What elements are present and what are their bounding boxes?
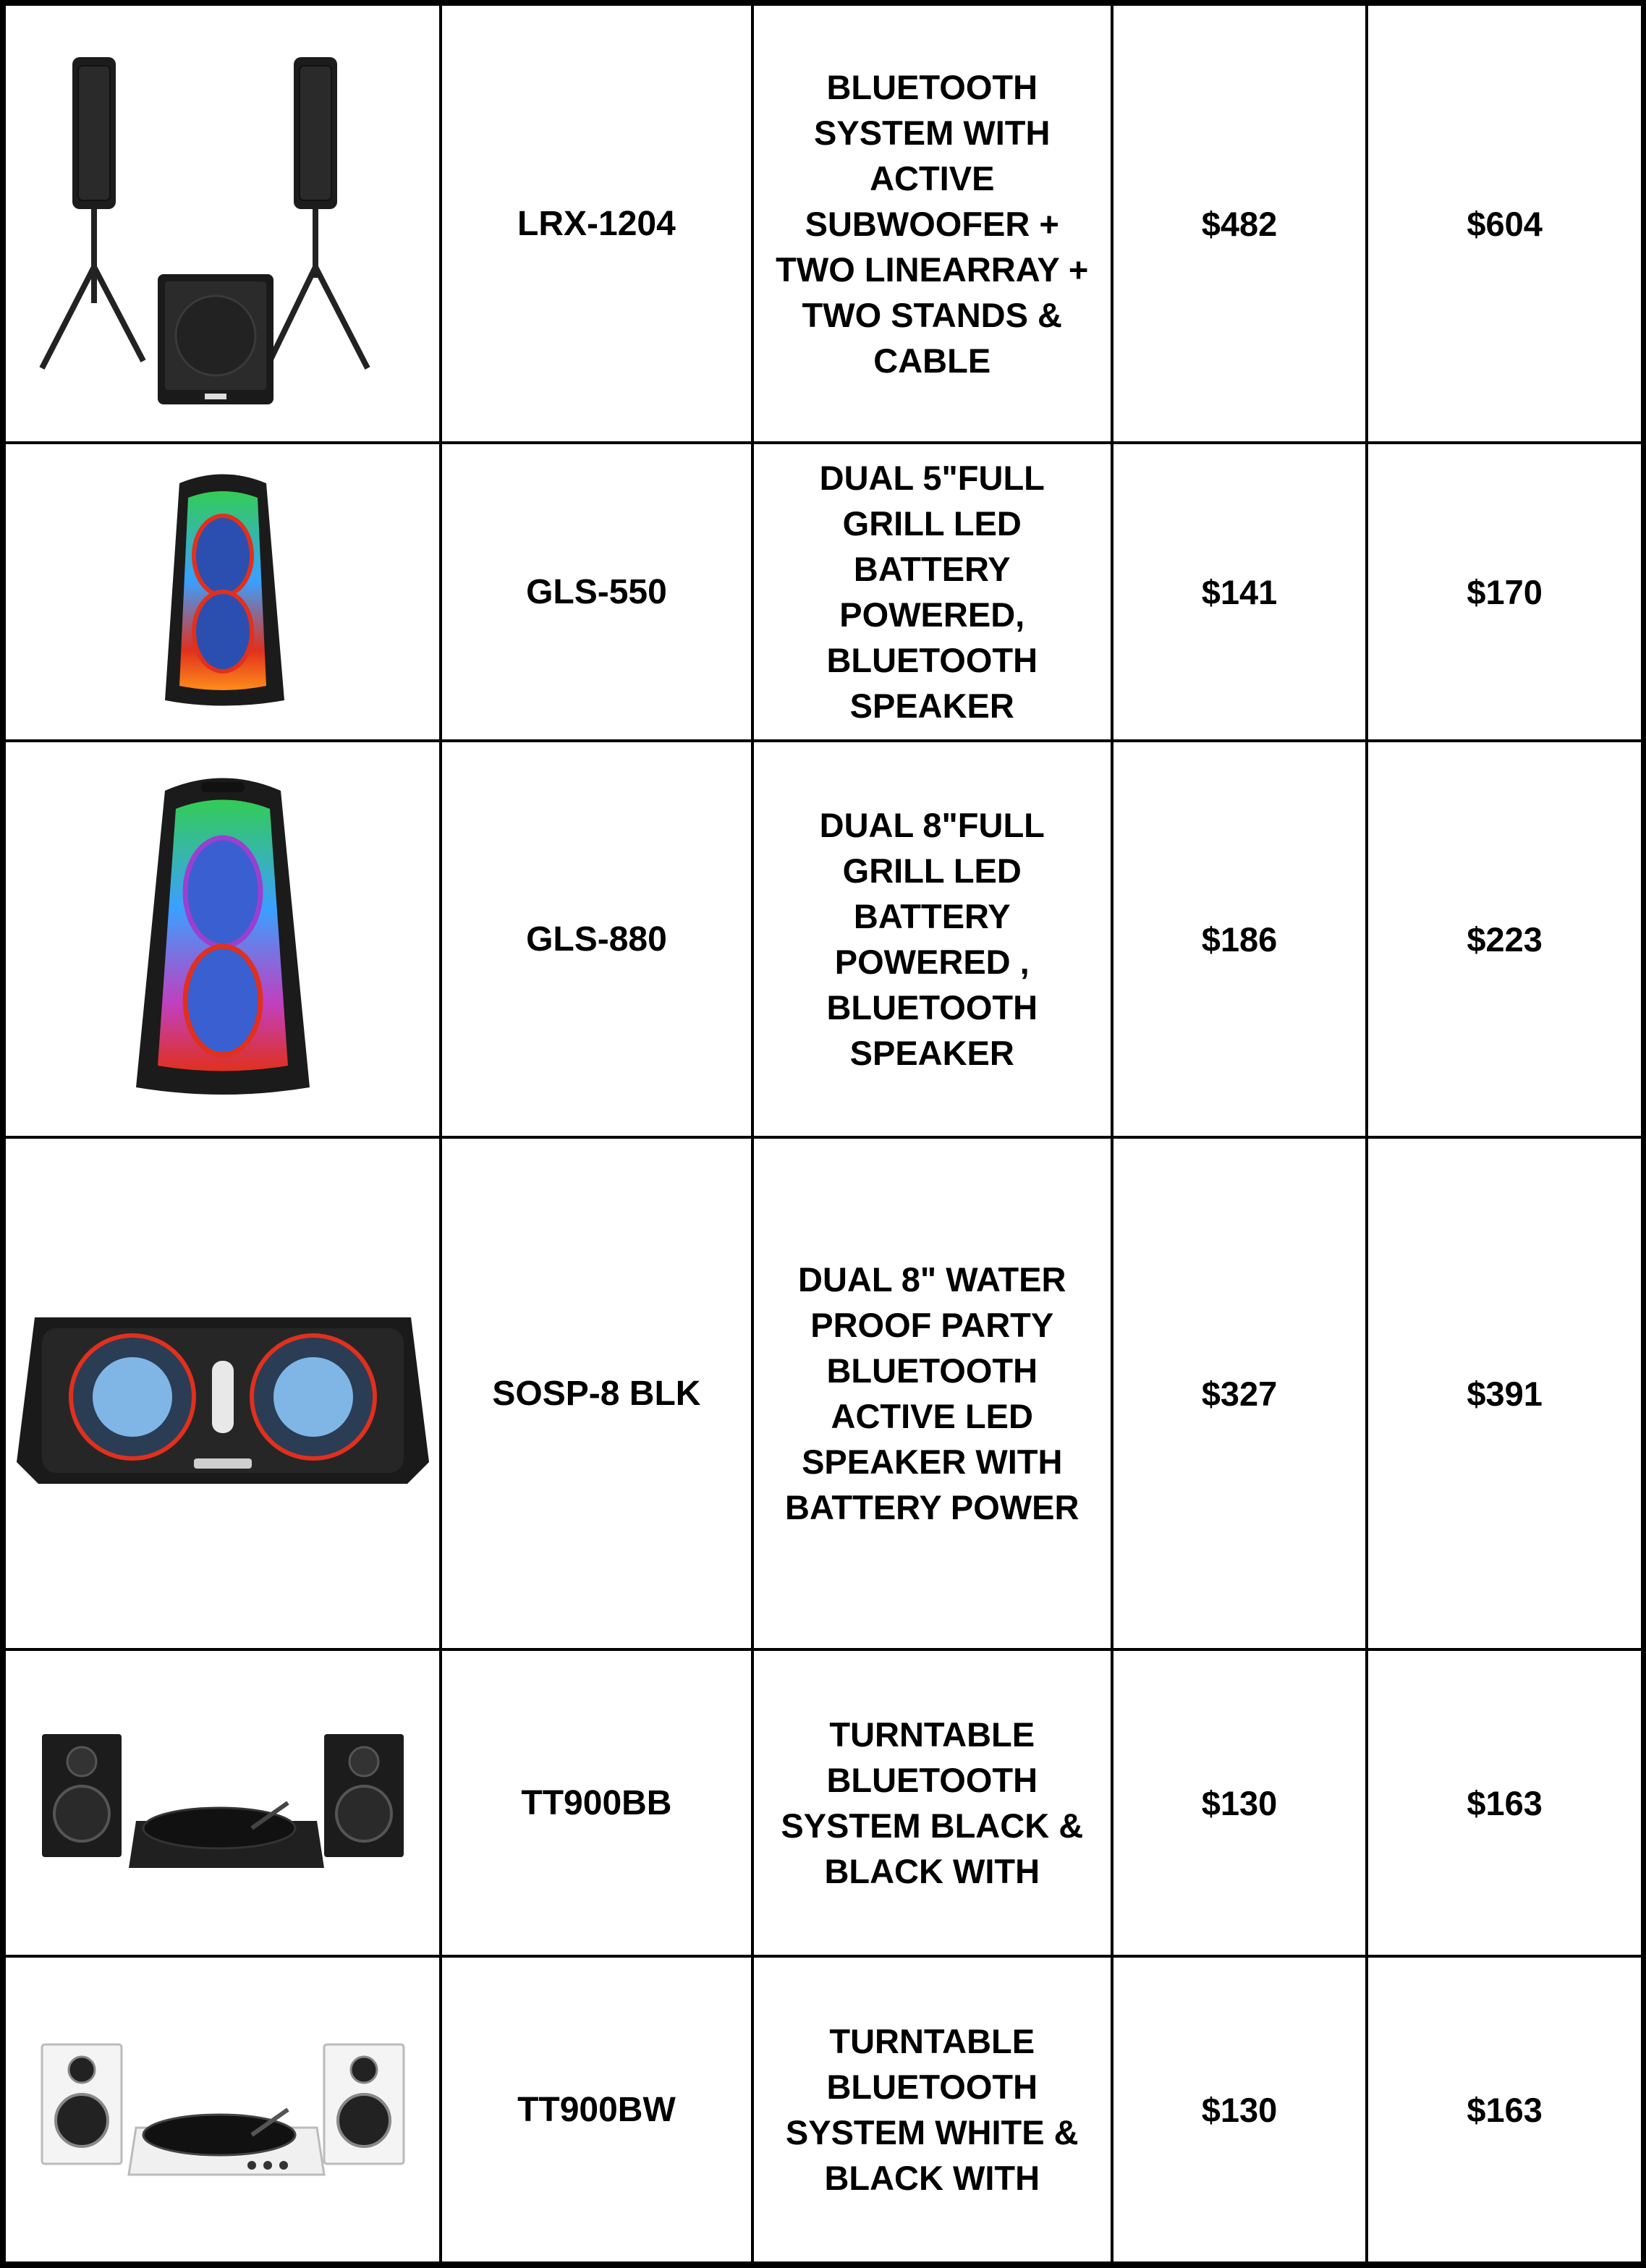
model-cell: LRX-1204 [441, 4, 752, 443]
price-cell: $482 [1112, 4, 1367, 443]
tt900bb-turntable-black-icon [35, 1720, 411, 1886]
price-cell: $170 [1367, 443, 1642, 741]
product-price-table [3, 3, 1644, 2264]
description-cell [752, 4, 1112, 443]
description-cell [752, 741, 1112, 1137]
description-text: DUAL 8" WATER PROOF PARTY BLUETOOTH ACTIVE LED SPEAKER WITH BATTERY POWER [785, 1260, 1079, 1526]
lrx-1204-speaker-system-icon [20, 28, 425, 419]
table-row [4, 1956, 1642, 2263]
product-image-cell [4, 1649, 441, 1956]
product-image-cell [4, 4, 441, 443]
product-image-cell [4, 1956, 441, 2263]
price-cell: $163 [1367, 1649, 1642, 1956]
table-row [4, 1137, 1642, 1649]
description-text: TURNTABLE BLUETOOTH SYSTEM BLACK & BLACK WITH [781, 1715, 1084, 1890]
price-cell: $130 [1112, 1649, 1367, 1956]
description-text: TURNTABLE BLUETOOTH SYSTEM WHITE & BLACK WITH [785, 2022, 1079, 2197]
description-text: BLUETOOTH SYSTEM WITH ACTIVE SUBWOOFER + TWO LINEARRAY + TWO STANDS & CABLE [776, 67, 1089, 380]
description-cell [752, 1649, 1112, 1956]
price-cell: $604 [1367, 4, 1642, 443]
table-row [4, 1649, 1642, 1956]
model-cell: GLS-880 [441, 741, 752, 1137]
price-cell: $141 [1112, 443, 1367, 741]
model-cell: GLS-550 [441, 443, 752, 741]
price-cell: $223 [1367, 741, 1642, 1137]
price-cell: $391 [1367, 1137, 1642, 1649]
model-cell: TT900BW [441, 1956, 752, 2263]
description-text: DUAL 5"FULL GRILL LED BATTERY POWERED, BLUETOOTH SPEAKER [819, 459, 1045, 725]
product-image-cell [4, 1137, 441, 1649]
table-row [4, 4, 1642, 443]
product-image-cell [4, 443, 441, 741]
price-cell: $163 [1367, 1956, 1642, 2263]
price-cell: $130 [1112, 1956, 1367, 2263]
table-row [4, 443, 1642, 741]
price-cell: $186 [1112, 741, 1367, 1137]
price-cell: $327 [1112, 1137, 1367, 1649]
description-cell [752, 1956, 1112, 2263]
table-row [4, 741, 1642, 1137]
gls-880-led-speaker-icon [122, 769, 324, 1109]
model-cell: SOSP-8 BLK [441, 1137, 752, 1649]
gls-550-led-speaker-icon [150, 469, 295, 715]
description-cell [752, 443, 1112, 741]
sosp-8-blk-party-speaker-icon [13, 1288, 433, 1498]
product-image-cell [4, 741, 441, 1137]
tt900bw-turntable-white-icon [35, 2026, 411, 2193]
description-cell [752, 1137, 1112, 1649]
description-text: DUAL 8"FULL GRILL LED BATTERY POWERED , BLUETOOTH SPEAKER [819, 806, 1045, 1072]
model-cell: TT900BB [441, 1649, 752, 1956]
